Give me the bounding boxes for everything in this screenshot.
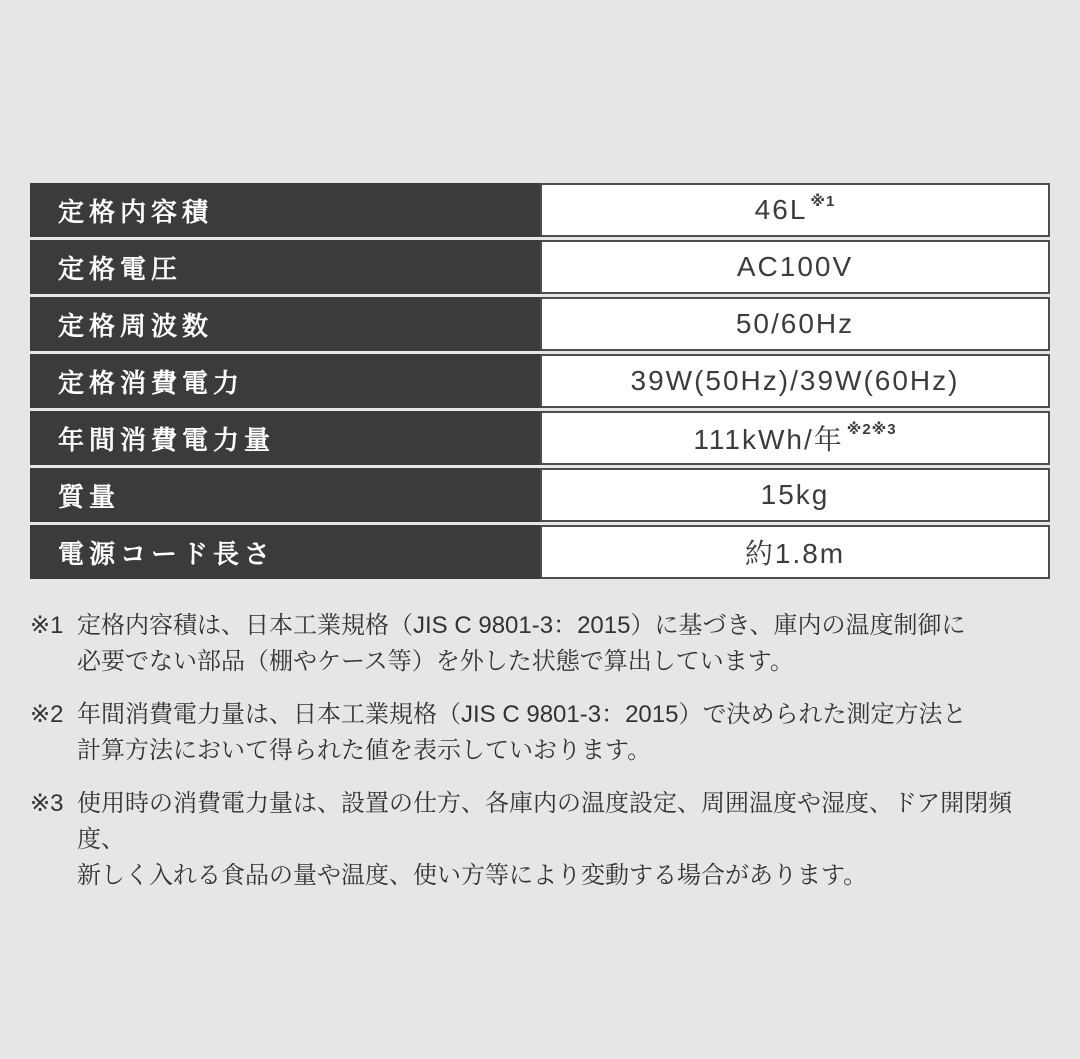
spec-label: 質量 xyxy=(30,468,540,522)
footnote-2 xyxy=(30,697,1050,769)
spec-value xyxy=(540,240,1050,294)
footnote-line: 定格内容積は、日本工業規格（JIS C 9801-3：2015）に基づき、庫内の温度制御に xyxy=(77,612,966,639)
spec-label: 定格周波数 xyxy=(30,297,540,351)
spec-row-rated-voltage xyxy=(30,240,1050,294)
footnote-text xyxy=(77,697,1050,769)
footnote-ref: ※1 xyxy=(810,193,836,210)
spec-row-rated-capacity xyxy=(30,183,1050,237)
footnote-line: 新しく入れる食品の量や温度、使い方等により変動する場合があります。 xyxy=(77,862,868,889)
spec-value xyxy=(540,411,1050,465)
footnote-text xyxy=(77,608,1050,680)
footnote-marker: ※1 xyxy=(30,612,64,639)
spec-value xyxy=(540,297,1050,351)
spec-value-text: 39W(50Hz)/39W(60Hz) xyxy=(630,365,960,396)
spec-value xyxy=(540,525,1050,579)
footnote-ref: ※2※3 xyxy=(846,421,897,438)
spec-value-text: 約1.8m xyxy=(744,538,846,569)
spec-label: 定格内容積 xyxy=(30,183,540,237)
footnote-3 xyxy=(30,786,1050,894)
footnotes xyxy=(30,608,1050,911)
spec-row-annual-power-consumption xyxy=(30,411,1050,465)
spec-value-text: AC100V xyxy=(736,251,854,282)
spec-value xyxy=(540,183,1050,237)
spec-value-text: 50/60Hz xyxy=(735,308,855,339)
footnote-line: 計算方法において得られた値を表示していおります。 xyxy=(77,737,652,764)
spec-value xyxy=(540,468,1050,522)
footnote-marker: ※3 xyxy=(30,790,64,817)
spec-row-power-cord-length xyxy=(30,525,1050,579)
spec-row-rated-frequency xyxy=(30,297,1050,351)
spec-value-text: 15kg xyxy=(760,479,830,510)
footnote-marker: ※2 xyxy=(30,701,64,728)
spec-value-text: 111kWh/年 xyxy=(693,424,844,455)
spec-label: 電源コード長さ xyxy=(30,525,540,579)
spec-value xyxy=(540,354,1050,408)
footnote-line: 年間消費電力量は、日本工業規格（JIS C 9801-3：2015）で決められた測定方法と xyxy=(77,701,967,728)
spec-label: 年間消費電力量 xyxy=(30,411,540,465)
footnote-1 xyxy=(30,608,1050,680)
footnote-line: 必要でない部品（棚やケース等）を外した状態で算出しています。 xyxy=(77,648,794,675)
spec-label: 定格消費電力 xyxy=(30,354,540,408)
spec-value-text: 46L xyxy=(754,194,808,225)
footnote-text xyxy=(77,786,1050,894)
spec-row-weight xyxy=(30,468,1050,522)
spec-label: 定格電圧 xyxy=(30,240,540,294)
spec-table xyxy=(30,183,1050,579)
spec-row-rated-power-consumption xyxy=(30,354,1050,408)
footnote-line: 使用時の消費電力量は、設置の仕方、各庫内の温度設定、周囲温度や湿度、ドア開閉頻度、 xyxy=(77,790,1013,853)
